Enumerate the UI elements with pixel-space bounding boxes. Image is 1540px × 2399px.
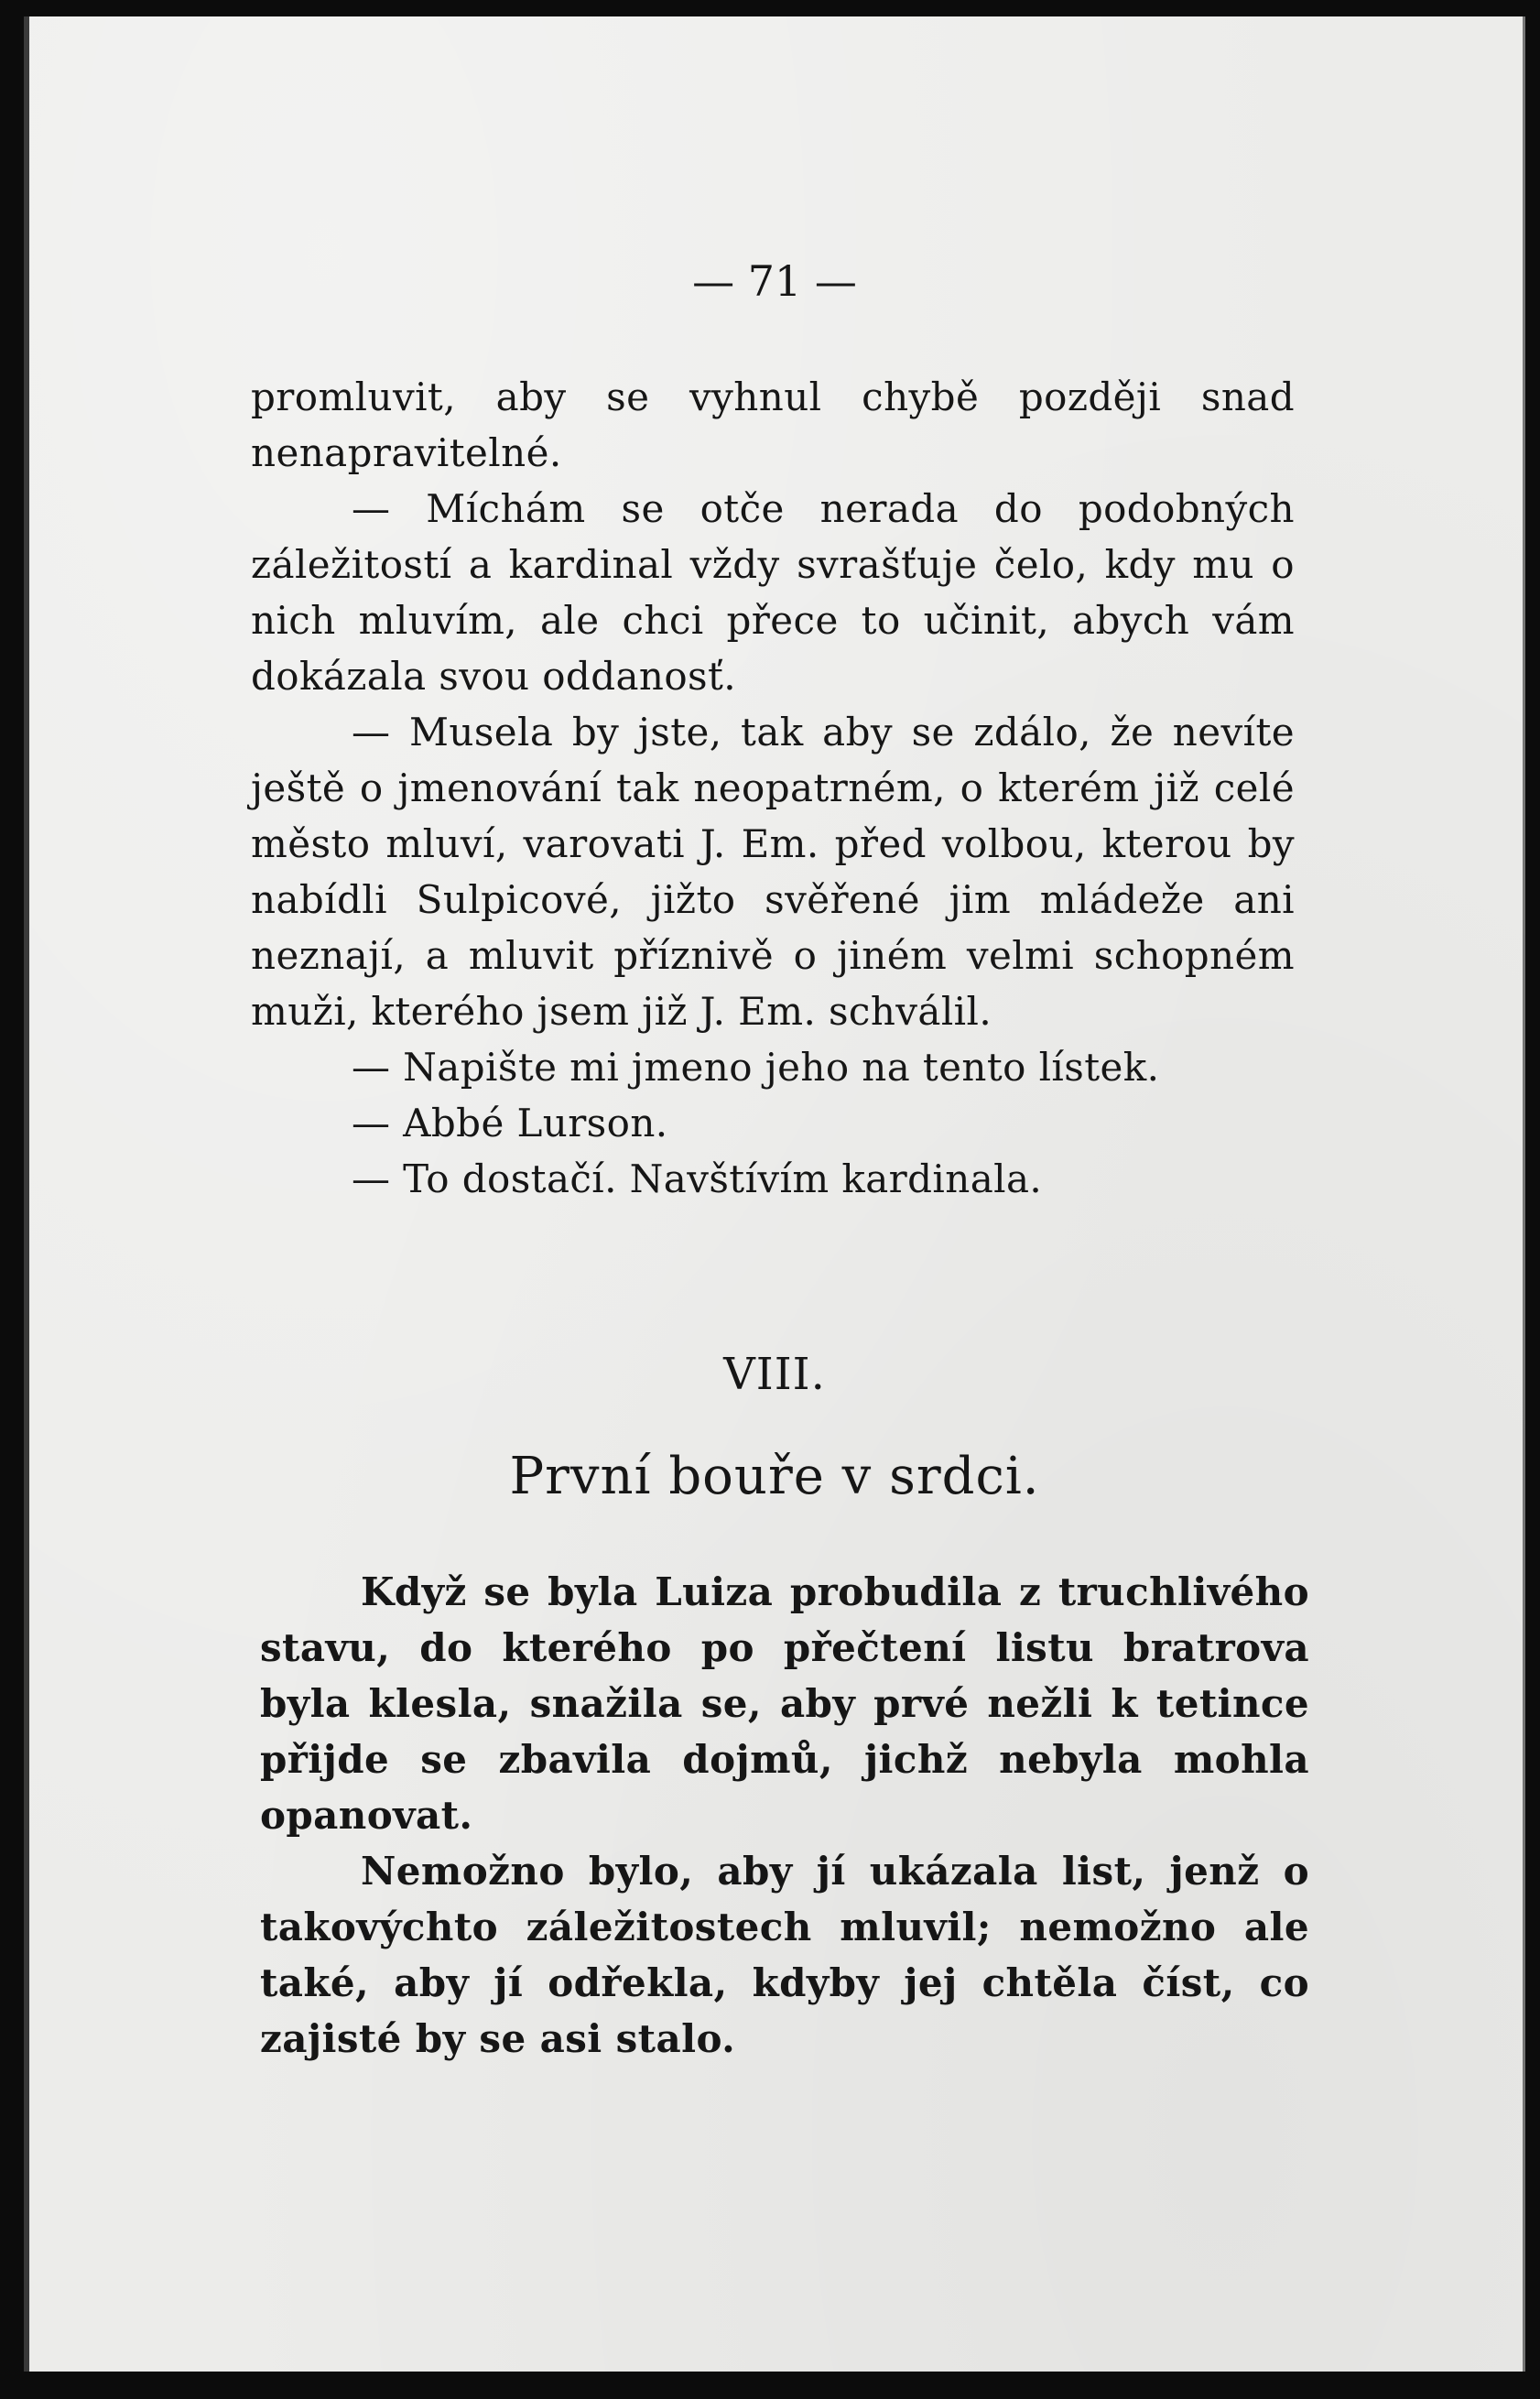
chapter-title: První bouře v srdci.: [509, 1447, 1040, 1506]
page-edge-left: [24, 16, 29, 2372]
paragraph: promluvit, aby se vyhnul chybě později snad nenapravitelné.: [251, 375, 1295, 475]
chapter-text-block: [260, 1564, 1309, 2067]
dialogue-block: [251, 369, 1295, 1207]
paragraph: — To dostačí. Navštívím kardinala.: [352, 1156, 1043, 1201]
paragraph: Nemožno bylo, aby jí ukázala list, jenž o takovýchto záležitostech mluvil; nemožno ale také, aby jí odřekla, kdyby jej chtěla číst, co zajisté by se asi stalo.: [260, 1849, 1309, 2061]
paragraph: — Musela by jste, tak aby se zdálo, že nevíte ještě o jmenování tak neopatrném, o kterém již celé město mluví, varovati J. Em. před volbou, kterou by nabídli Sulpicové, jižto svěřené jim mládeže ani neznají, a mluvit příznivě o jiném velmi schopném muži, kterého jsem již J. Em. schválil.: [251, 710, 1295, 1034]
page-edge-right: [1523, 16, 1525, 2372]
book-page: [24, 16, 1525, 2372]
paragraph: Když se byla Luiza probudila z truchlivého stavu, do kterého po přečtení listu bratrova byla klesla, snažila se, aby prvé nežli k tetince přijde se zbavila dojmů, jichž nebyla mohla opanovat.: [260, 1569, 1309, 1838]
paragraph: — Abbé Lurson.: [352, 1101, 668, 1145]
chapter-number: VIII.: [723, 1349, 826, 1400]
paragraph: — Napište mi jmeno jeho na tento lístek.: [352, 1045, 1160, 1090]
page-number: — 71 —: [692, 256, 857, 306]
paragraph: — Míchám se otče nerada do podobných záležitostí a kardinal vždy svrašťuje čelo, kdy mu o nich mluvím, ale chci přece to učinit, abych vám dokázala svou oddanosť.: [251, 486, 1295, 699]
